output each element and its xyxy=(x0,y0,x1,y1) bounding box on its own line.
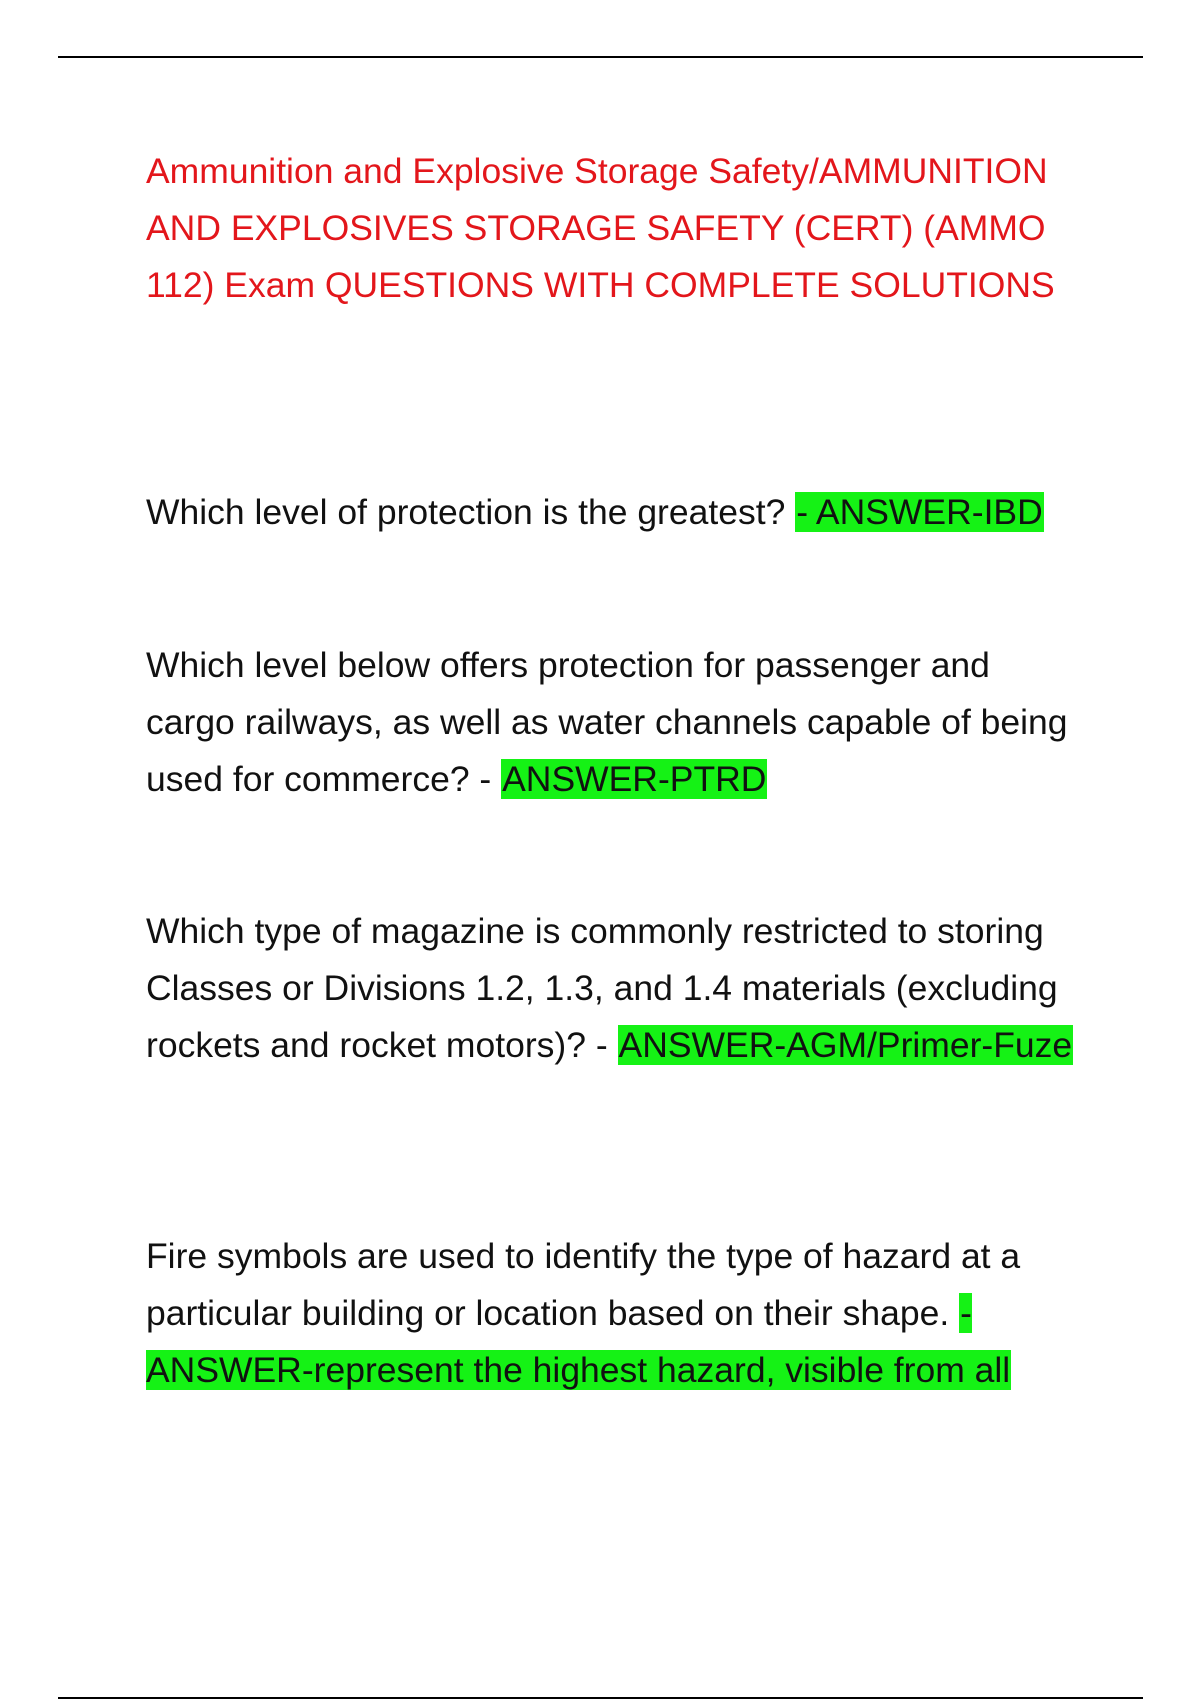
qa-item-2 xyxy=(146,637,1086,808)
answer-highlight: - ANSWER-represent the highest hazard, visible from all xyxy=(146,1293,1011,1390)
answer-highlight: ANSWER-AGM/Primer-Fuze xyxy=(618,1025,1073,1065)
question-text: Fire symbols are used to identify the type of hazard at a particular building or location based on their shape. xyxy=(146,1236,1021,1333)
question-text: Which type of magazine is commonly restricted to storing Classes or Divisions 1.2, 1.3, and 1.4 materials (excluding rockets and rocket motors)? - xyxy=(146,911,1058,1065)
document-title: Ammunition and Explosive Storage Safety/AMMUNITION AND EXPLOSIVES STORAGE SAFETY (CERT) (AMMO 112) Exam QUESTIONS WITH COMPLETE SOLUTIONS xyxy=(146,151,1055,305)
answer-highlight: - ANSWER-IBD xyxy=(796,492,1043,532)
document-body xyxy=(146,143,1086,1390)
question-text: Which level of protection is the greatest? xyxy=(146,492,796,532)
answer-highlight: ANSWER-PTRD xyxy=(502,759,767,799)
top-rule xyxy=(58,56,1143,58)
qa-item-4 xyxy=(146,1228,1086,1399)
bottom-rule xyxy=(58,1697,1143,1699)
qa-item-3 xyxy=(146,903,1086,1074)
qa-item-1 xyxy=(146,484,1086,541)
question-text: Which level below offers protection for passenger and cargo railways, as well as water channels capable of being used for commerce? - xyxy=(146,645,1068,799)
